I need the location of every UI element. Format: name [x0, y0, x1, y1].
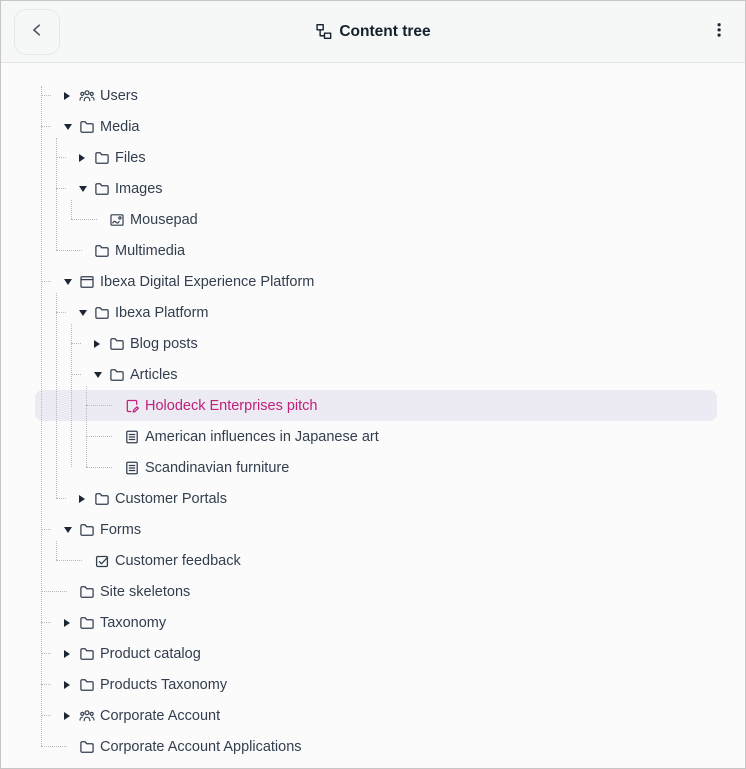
tree-item-product-catalog[interactable]: [35, 638, 717, 669]
expand-arrow-icon[interactable]: [64, 650, 70, 658]
expander-slot: [64, 279, 79, 285]
tree-item-forms[interactable]: [35, 514, 717, 545]
tree-item-ibexa-platform[interactable]: [35, 297, 717, 328]
header: [1, 1, 745, 63]
expander-slot: [64, 681, 79, 689]
tree-item-scandinavian-furniture[interactable]: [35, 452, 717, 483]
collapse-arrow-icon[interactable]: [64, 279, 72, 285]
tree-item-mousepad[interactable]: [35, 204, 717, 235]
folder-icon: [109, 367, 125, 383]
users-icon: [79, 708, 95, 724]
collapse-arrow-icon[interactable]: [64, 124, 72, 130]
expand-arrow-icon[interactable]: [79, 154, 85, 162]
content-tree: [1, 63, 745, 762]
tree-item-label: Ibexa Platform: [115, 304, 209, 321]
tree-item-blog-posts[interactable]: [35, 328, 717, 359]
tree-item-label: Holodeck Enterprises pitch: [145, 397, 318, 414]
tree-item-label: Products Taxonomy: [100, 676, 228, 693]
tree-item-label: Product catalog: [100, 645, 201, 662]
expander-slot: [79, 154, 94, 162]
article-icon: [124, 460, 140, 476]
context-menu-button[interactable]: [706, 17, 732, 47]
expander-slot: [64, 619, 79, 627]
expander-slot: [64, 650, 79, 658]
tree-item-label: Blog posts: [130, 335, 198, 352]
collapse-arrow-icon[interactable]: [94, 372, 102, 378]
tree-item-users[interactable]: [35, 80, 717, 111]
back-button[interactable]: [14, 9, 60, 55]
content-tree-icon: [315, 23, 332, 40]
tree-item-holodeck-enterprises-pitch[interactable]: [35, 390, 717, 421]
tree-item-files[interactable]: [35, 142, 717, 173]
tree-item-label: Site skeletons: [100, 583, 191, 600]
expander-slot: [64, 92, 79, 100]
folder-icon: [79, 584, 95, 600]
expander-slot: [79, 186, 94, 192]
tree-item-american-influences-in-japanese-art[interactable]: [35, 421, 717, 452]
tree-item-articles[interactable]: [35, 359, 717, 390]
tree-item-label: Scandinavian furniture: [145, 459, 290, 476]
tree-item-label: Taxonomy: [100, 614, 167, 631]
page-title-text: Content tree: [339, 22, 431, 40]
expander-slot: [79, 310, 94, 316]
folder-icon: [79, 677, 95, 693]
folder-icon: [94, 181, 110, 197]
users-icon: [79, 88, 95, 104]
folder-icon: [79, 615, 95, 631]
folder-icon: [79, 119, 95, 135]
expander-slot: [94, 372, 109, 378]
tree-item-label: Files: [115, 149, 146, 166]
form-check-icon: [94, 553, 110, 569]
tree-item-corporate-account[interactable]: [35, 700, 717, 731]
folder-icon: [79, 739, 95, 755]
folder-icon: [94, 491, 110, 507]
tree-item-site-skeletons[interactable]: [35, 576, 717, 607]
image-icon: [109, 212, 125, 228]
collapse-arrow-icon[interactable]: [79, 310, 87, 316]
site-icon: [79, 274, 95, 290]
kebab-menu-icon: [711, 22, 727, 41]
folder-icon: [94, 305, 110, 321]
tree-item-label: Articles: [130, 366, 178, 383]
collapse-arrow-icon[interactable]: [64, 527, 72, 533]
tree-item-images[interactable]: [35, 173, 717, 204]
tree-item-corporate-account-applications[interactable]: [35, 731, 717, 762]
tree-item-label: Users: [100, 87, 138, 104]
tree-item-label: Forms: [100, 521, 142, 538]
tree-item-ibexa-digital-experience-platform[interactable]: [35, 266, 717, 297]
article-icon: [124, 429, 140, 445]
tree-item-customer-portals[interactable]: [35, 483, 717, 514]
tree-item-label: Customer feedback: [115, 552, 241, 569]
expand-arrow-icon[interactable]: [64, 92, 70, 100]
article-edit-icon: [124, 398, 140, 414]
expand-arrow-icon[interactable]: [64, 619, 70, 627]
expander-slot: [64, 527, 79, 533]
expand-arrow-icon[interactable]: [64, 681, 70, 689]
tree-item-label: Multimedia: [115, 242, 186, 259]
tree-item-media[interactable]: [35, 111, 717, 142]
tree-item-multimedia[interactable]: [35, 235, 717, 266]
expander-slot: [64, 712, 79, 720]
expand-arrow-icon[interactable]: [94, 340, 100, 348]
tree-item-label: Corporate Account: [100, 707, 221, 724]
tree-item-customer-feedback[interactable]: [35, 545, 717, 576]
tree-item-label: Corporate Account Applications: [100, 738, 302, 755]
tree-item-label: Media: [100, 118, 140, 135]
page-title: [315, 23, 430, 41]
expand-arrow-icon[interactable]: [64, 712, 70, 720]
tree-item-label: Mousepad: [130, 211, 198, 228]
folder-icon: [79, 522, 95, 538]
expander-slot: [64, 124, 79, 130]
tree-item-label: Ibexa Digital Experience Platform: [100, 273, 315, 290]
tree-item-label: American influences in Japanese art: [145, 428, 379, 445]
tree-item-taxonomy[interactable]: [35, 607, 717, 638]
tree-item-label: Customer Portals: [115, 490, 228, 507]
folder-icon: [109, 336, 125, 352]
folder-icon: [79, 646, 95, 662]
expand-arrow-icon[interactable]: [79, 495, 85, 503]
tree-item-label: Images: [115, 180, 163, 197]
folder-icon: [94, 150, 110, 166]
expander-slot: [79, 495, 94, 503]
folder-icon: [94, 243, 110, 259]
chevron-left-icon: [30, 23, 44, 40]
tree-item-products-taxonomy[interactable]: [35, 669, 717, 700]
expander-slot: [94, 340, 109, 348]
collapse-arrow-icon[interactable]: [79, 186, 87, 192]
